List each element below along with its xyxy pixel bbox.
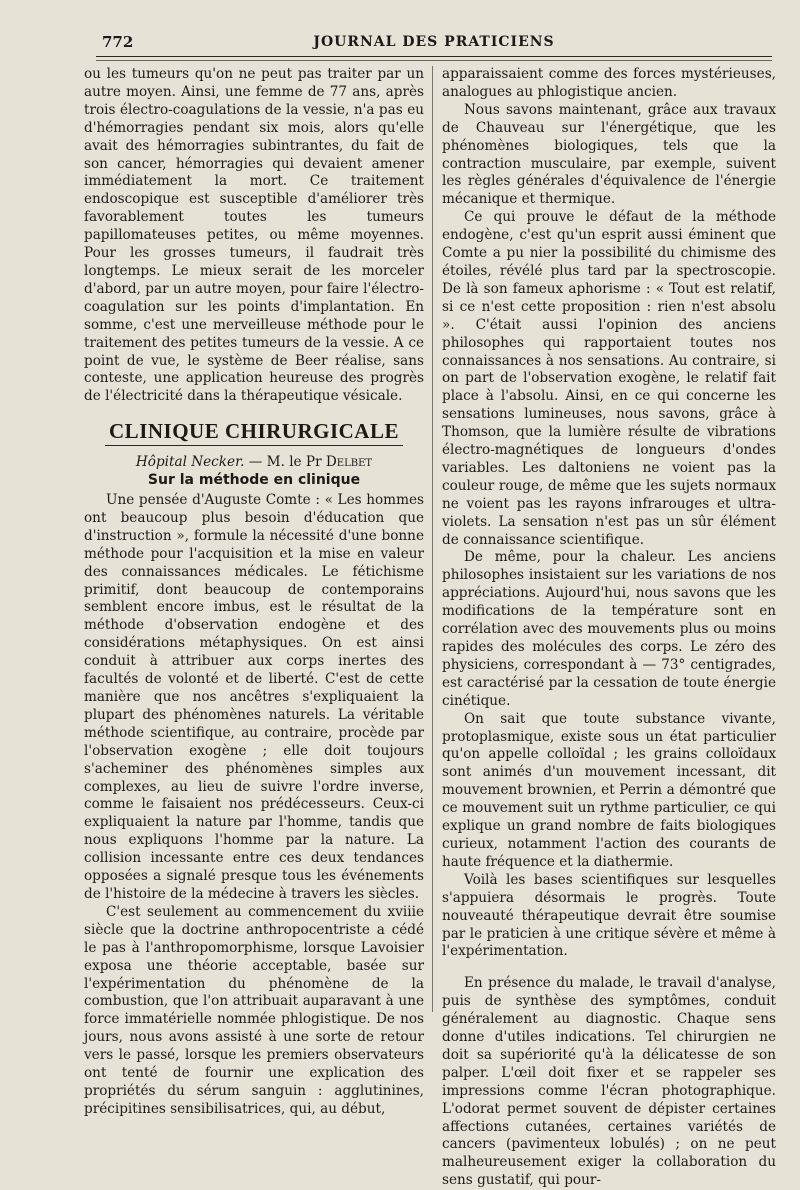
body-paragraph: Nous savons maintenant, grâce aux travaux de Chauveau sur l'énergétique, que les phénomènes biologiques, tels que la contraction musculaire, par exemple, suivent les règles générales d'équivalence de l'énergie mécanique et thermique. bbox=[442, 101, 776, 208]
paragraph-gap bbox=[442, 961, 776, 975]
body-paragraph: Ce qui prouve le défaut de la méthode endogène, c'est qu'un esprit aussi éminent que Comte a pu nier la possibilité du chimisme des étoiles, révélé plus tard par la spectroscopie. De là son fameux aphorisme : « Tout est relatif, si ce n'est cette proposition : rien n'est absolu ». C'était aussi l'opinion des anciens philosophes qui rapportaient toutes nos connaissances à nos sensations. Au contraire, si on part de l'observation exogène, le relatif fait place à l'absolu. Ainsi, en ce qui concerne les sensations lumineuses, nous savons, grâce à Thomson, que la lumière résulte de vibrations électro-magnétiques de longueurs d'ondes variables. Les daltoniens ne voient pas la couleur rouge, de même que les sujets normaux ne voient pas les rayons infrarouges et ultra-violets. La sensation n'est pas un sûr élément de connaissance scientifique. bbox=[442, 209, 776, 548]
right-column bbox=[442, 66, 776, 1190]
section-title bbox=[84, 418, 424, 444]
body-paragraph: En présence du malade, le travail d'analyse, puis de synthèse des symptômes, conduit généralement au diagnostic. Chaque sens donne d'utiles indications. Tel chirurgien ne doit sa supériorité qu'à la délicatesse de son palper. L'œil doit fixer et se rappeler ses impressions comme l'écran photographique. L'odorat permet souvent de dépister certaines affections cutanées, certaines variétés de cancers (pavimenteux lobulés) ; on ne peut malheureusement exiger la collaboration du sens gustatif, qui pour- bbox=[442, 975, 776, 1189]
intro-paragraph: ou les tumeurs qu'on ne peut pas traiter par un autre moyen. Ainsi, une femme de 77 ans, après trois électro-coagulations de la vessie, n'a pas eu d'hémorragies pendant six mois, alors qu'elle avait des hémorragies subintrantes, du fait de son cancer, hémorragies qui devaient amener immédiatement la mort. Ce traitement endoscopique est susceptible d'améliorer très favorablement toutes les tumeurs papillomateuses petites, ou même moyennes. Pour les grosses tumeurs, il faudrait très longtemps. Le mieux serait de les morceler d'abord, par un autre moyen, pour faire l'électro-coagulation sur les points d'implantation. En somme, c'est une merveilleuse méthode pour le traitement des petites tumeurs de la vessie. A ce point de vue, le système de Beer réalise, sans conteste, une application heureuse des progrès de l'électricité dans la thérapeutique vésicale. bbox=[84, 66, 424, 405]
header-rule bbox=[96, 60, 772, 61]
body-paragraph: De même, pour la chaleur. Les anciens philosophes insistaient sur les variations de nos appréciations. Aujourd'hui, nous savons que les modifications de la température sont en corrélation avec des mouvements plus ou moins rapides des molécules des corps. Le zéro des physiciens, correspondant à — 73° centigrades, est caractérisé par la cessation de toute énergie cinétique. bbox=[442, 549, 776, 709]
author-prefix: — M. le Pr bbox=[248, 454, 322, 471]
body-paragraph: C'est seulement au commencement du xviiie siècle que la doctrine anthropocentriste a cédé le pas à l'anthropomorphisme, lorsque Lavoisier exposa une théorie acceptable, basée sur l'expérimentation du phénomène de la combustion, que l'on attribuait auparavant à une force immatérielle nommée phlogistique. De nos jours, nous avons assisté à une sorte de retour vers le passé, lorsque les premiers observateurs ont tenté de fournir une explication des propriétés du sérum sanguin : agglutinines, précipitines sensibilisatrices, qui, au début, bbox=[84, 903, 424, 1117]
left-column bbox=[84, 66, 424, 1119]
page-number: 772 bbox=[102, 33, 134, 51]
hospital-line bbox=[84, 454, 424, 472]
hospital-name: Hôpital Necker. bbox=[135, 454, 245, 471]
author-name: Delbet bbox=[325, 454, 373, 471]
body-paragraph: Une pensée d'Auguste Comte : « Les hommes ont beaucoup plus besoin d'éducation que d'instruction », formule la nécessité d'une bonne méthode pour l'acquisition et la mise en valeur des connaissances médicales. Le fétichisme primitif, dont beaucoup de contemporains semblent encore imbus, est le résultat de la méthode d'observation endogène et des considérations métaphysiques. On est ainsi conduit à attribuer aux corps inertes des facultés de volonté et de liberté. C'est de cette manière que nos ancêtres s'expliquaient la plupart des phénomènes naturels. La véritable méthode scientifique, au contraire, procède par l'observation exogène ; elle doit toujours s'acheminer des phénomènes simples aux complexes, au lieu de suivre l'ordre inverse, comme le faisaient nos prédécesseurs. Ceux-ci expliquaient la nature par l'homme, tandis que nous expliquons l'homme par la nature. La collision incessante entre ces deux tendances opposées a signalé presque tous les événements de l'histoire de la médecine à travers les siècles. bbox=[84, 492, 424, 902]
article-subtitle: Sur la méthode en clinique bbox=[147, 472, 361, 489]
column-divider bbox=[432, 66, 433, 1012]
body-paragraph: Voilà les bases scientifiques sur lesquelles s'appuiera désormais le progrès. Toute nouveauté thérapeutique devrait être soumise par le praticien à une critique sévère et même à l'expérimentation. bbox=[442, 871, 776, 960]
body-paragraph: On sait que toute substance vivante, protoplasmique, existe sous un état particulier qu'on appelle colloïdal ; les grains colloïdaux sont animés d'un mouvement incessant, dit mouvement brownien, et Perrin a démontré que ce mouvement suit un rythme particulier, ce qui explique un grand nombre de faits biologiques curieux, notamment l'action des courants de haute fréquence et la diathermie. bbox=[442, 710, 776, 870]
running-header bbox=[96, 30, 772, 57]
body-paragraph: apparaissaient comme des forces mystérieuses, analogues au phlogistique ancien. bbox=[442, 66, 776, 100]
journal-title: JOURNAL DES PRATICIENS bbox=[313, 34, 555, 50]
section-title-text: CLINIQUE CHIRURGICALE bbox=[105, 419, 403, 446]
